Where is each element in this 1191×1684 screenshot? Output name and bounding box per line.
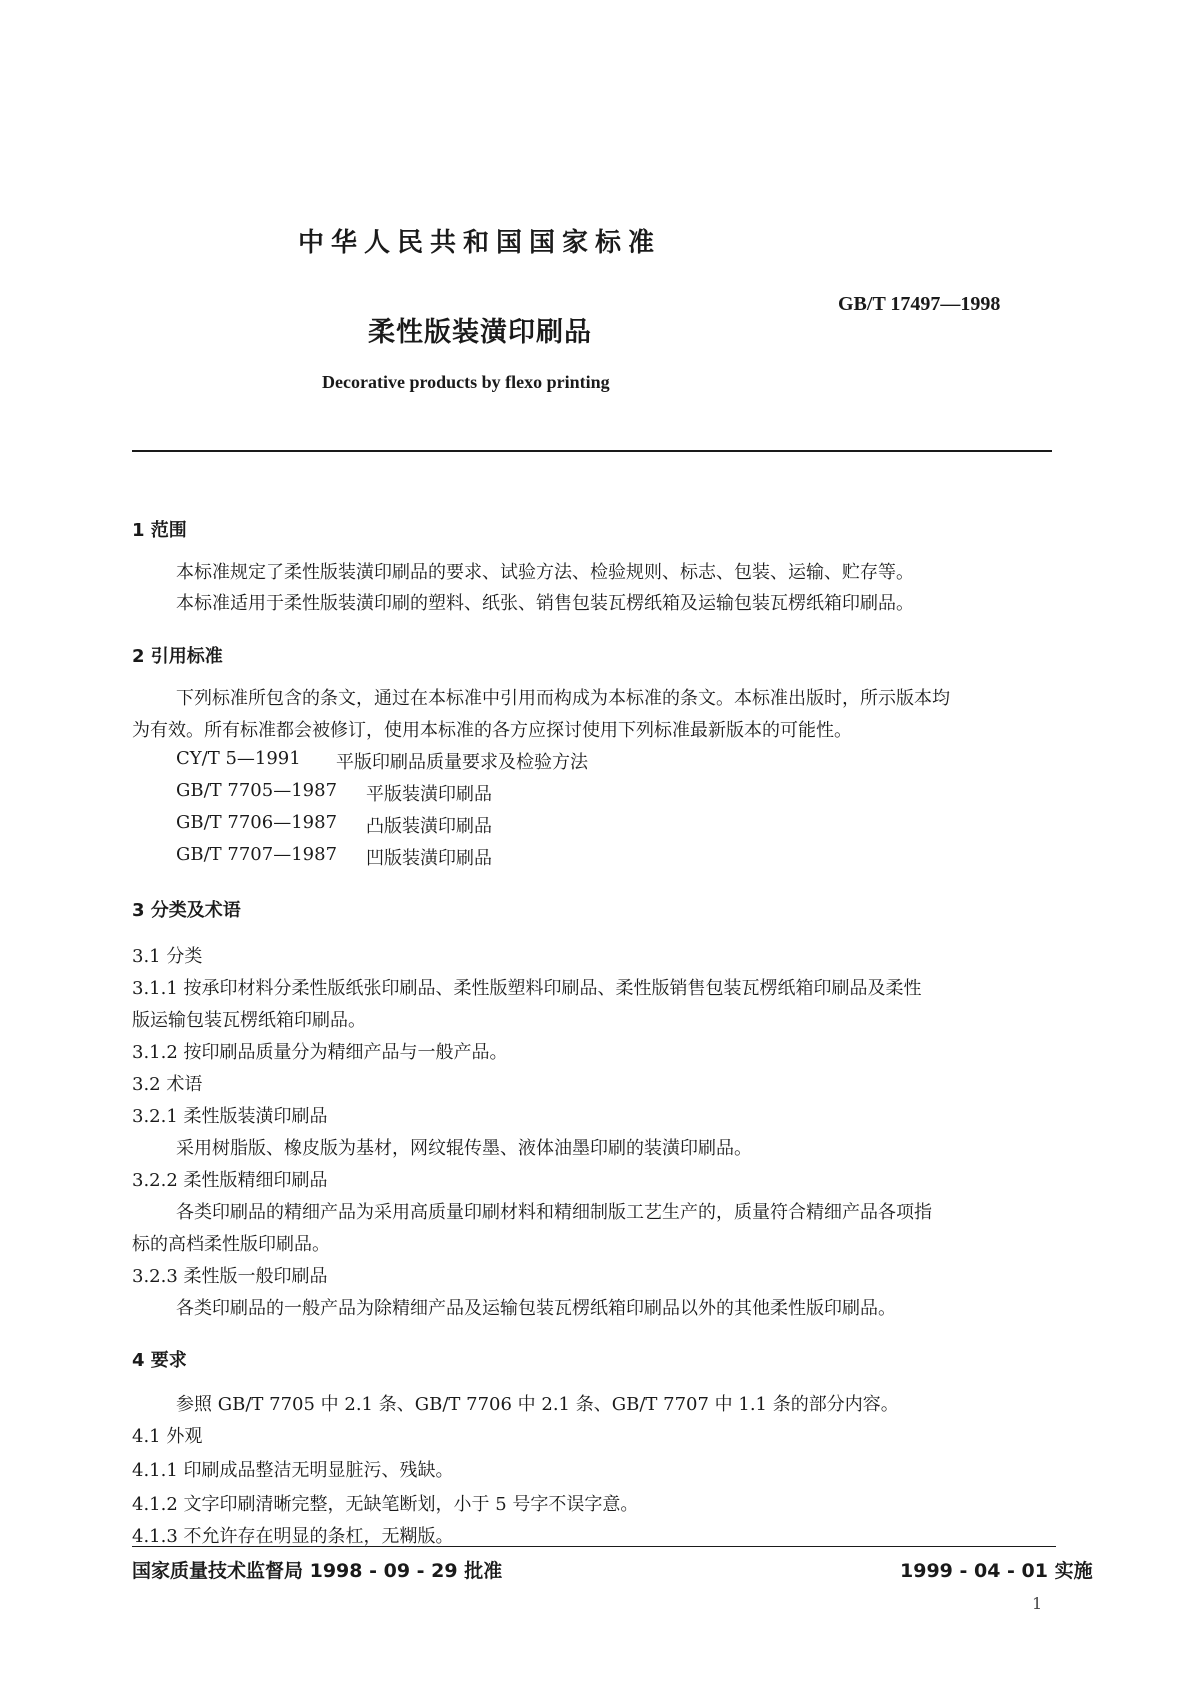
clause-3-2-2: 3.2.2 柔性版精细印刷品 — [132, 1170, 328, 1191]
document-title-cn: 柔性版装潢印刷品 — [368, 317, 592, 348]
reference-title: 平版装潢印刷品 — [366, 784, 492, 805]
section-4-paragraph: 参照 GB/T 7705 中 2.1 条、GB/T 7706 中 2.1 条、GB/T 7707 中 1.1 条的部分内容。 — [176, 1394, 899, 1415]
section-1-heading: 1 范围 — [132, 520, 187, 541]
clause-4-1-2: 4.1.2 文字印刷清晰完整，无缺笔断划，小于 5 号字不误字意。 — [132, 1494, 639, 1515]
standard-code: GB/T 17497—1998 — [838, 293, 1001, 315]
clause-3-1-2: 3.1.2 按印刷品质量分为精细产品与一般产品。 — [132, 1042, 508, 1063]
footer-divider — [132, 1546, 1056, 1547]
reference-code: GB/T 7705—1987 — [176, 780, 338, 801]
reference-code: GB/T 7706—1987 — [176, 812, 338, 833]
clause-3-2-3: 3.2.3 柔性版一般印刷品 — [132, 1266, 328, 1287]
section-2-paragraph-line-1: 下列标准所包含的条文，通过在本标准中引用而构成为本标准的条文。本标准出版时，所示版本均 — [176, 688, 950, 709]
clause-4-1-3: 4.1.3 不允许存在明显的条杠，无糊版。 — [132, 1526, 454, 1547]
section-2-paragraph-line-2: 为有效。所有标准都会被修订，使用本标准的各方应探讨使用下列标准最新版本的可能性。 — [132, 720, 852, 741]
clause-3-2-2-body-line-1: 各类印刷品的精细产品为采用高质量印刷材料和精细制版工艺生产的，质量符合精细产品各项指 — [176, 1202, 932, 1223]
reference-code: GB/T 7707—1987 — [176, 844, 338, 865]
clause-4-1-1: 4.1.1 印刷成品整洁无明显脏污、残缺。 — [132, 1460, 454, 1481]
reference-item — [176, 748, 301, 769]
section-1-paragraph-1: 本标准规定了柔性版装潢印刷品的要求、试验方法、检验规则、标志、包装、运输、贮存等。 — [176, 562, 914, 583]
reference-title: 凹版装潢印刷品 — [366, 848, 492, 869]
clause-3-1-1-line-1: 3.1.1 按承印材料分柔性版纸张印刷品、柔性版塑料印刷品、柔性版销售包装瓦楞纸箱印刷品及柔性 — [132, 978, 922, 999]
section-1-paragraph-2: 本标准适用于柔性版装潢印刷的塑料、纸张、销售包装瓦楞纸箱及运输包装瓦楞纸箱印刷品。 — [176, 593, 914, 614]
section-2-heading: 2 引用标准 — [132, 646, 223, 667]
clause-3-1-1-line-2: 版运输包装瓦楞纸箱印刷品。 — [132, 1010, 366, 1031]
reference-title: 凸版装潢印刷品 — [366, 816, 492, 837]
reference-item — [176, 812, 337, 833]
effective-date: 1999 - 04 - 01 实施 — [900, 1560, 1093, 1582]
document-title-en: Decorative products by flexo printing — [322, 372, 610, 392]
clause-4-1: 4.1 外观 — [132, 1426, 203, 1447]
page-number: 1 — [1032, 1594, 1043, 1613]
reference-item — [176, 780, 337, 801]
national-standard-heading: 中华人民共和国国家标准 — [298, 228, 662, 258]
clause-3-1: 3.1 分类 — [132, 946, 203, 967]
section-4-heading: 4 要求 — [132, 1350, 187, 1371]
reference-code: CY/T 5—1991 — [176, 748, 301, 769]
clause-3-2-1: 3.2.1 柔性版装潢印刷品 — [132, 1106, 328, 1127]
header-divider — [132, 450, 1052, 452]
clause-3-2-1-body: 采用树脂版、橡皮版为基材，网纹辊传墨、液体油墨印刷的装潢印刷品。 — [176, 1138, 752, 1159]
clause-3-2: 3.2 术语 — [132, 1074, 203, 1095]
approval-statement: 国家质量技术监督局 1998 - 09 - 29 批准 — [132, 1560, 503, 1582]
reference-title: 平版印刷品质量要求及检验方法 — [336, 752, 588, 773]
reference-item — [176, 844, 337, 865]
section-3-heading: 3 分类及术语 — [132, 900, 241, 921]
clause-3-2-3-body: 各类印刷品的一般产品为除精细产品及运输包装瓦楞纸箱印刷品以外的其他柔性版印刷品。 — [176, 1298, 896, 1319]
clause-3-2-2-body-line-2: 标的高档柔性版印刷品。 — [132, 1234, 330, 1255]
